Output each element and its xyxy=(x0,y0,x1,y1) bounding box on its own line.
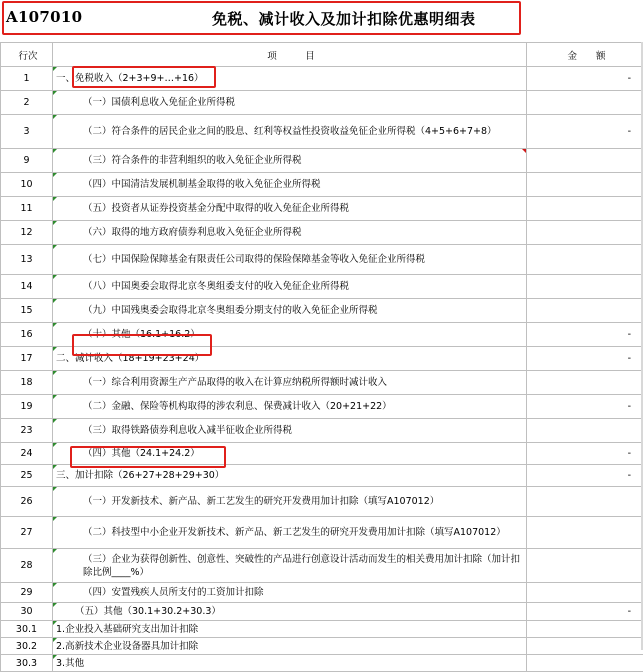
table-row xyxy=(1,275,643,299)
table-row xyxy=(1,621,643,638)
row-amount[interactable] xyxy=(527,275,643,299)
section-1-highlight-box xyxy=(72,66,216,88)
row-item[interactable]: 3.其他 xyxy=(53,655,527,672)
row-amount[interactable]: - xyxy=(527,443,643,465)
form-code: A107010 xyxy=(6,8,82,26)
row-amount[interactable] xyxy=(527,583,643,603)
row-number: 10 xyxy=(1,173,53,197)
column-header-item: 项 目 xyxy=(53,43,527,67)
row-amount[interactable] xyxy=(527,221,643,245)
row-item[interactable]: （六）取得的地方政府债券利息收入免征企业所得税 xyxy=(53,221,527,245)
table-row xyxy=(1,221,643,245)
row-amount[interactable] xyxy=(527,173,643,197)
row-number: 29 xyxy=(1,583,53,603)
row-amount[interactable] xyxy=(527,299,643,323)
row-item[interactable]: 1.企业投入基础研究支出加计扣除 xyxy=(53,621,527,638)
title-highlight-box xyxy=(2,1,521,35)
row-number: 12 xyxy=(1,221,53,245)
table-row xyxy=(1,91,643,115)
row-amount[interactable]: - xyxy=(527,323,643,347)
row-item[interactable]: （三）符合条件的非营利组织的收入免征企业所得税 xyxy=(53,149,527,173)
row-item[interactable]: 二、减计收入（18+19+23+24） xyxy=(53,347,527,371)
section-2-highlight-box xyxy=(72,334,212,356)
row-amount[interactable] xyxy=(527,245,643,275)
row-number: 27 xyxy=(1,517,53,549)
row-amount[interactable] xyxy=(527,149,643,173)
table-row xyxy=(1,245,643,275)
row-item[interactable]: （四）安置残疾人员所支付的工资加计扣除 xyxy=(53,583,527,603)
row-amount[interactable]: - xyxy=(527,347,643,371)
table-row xyxy=(1,603,643,621)
row-item[interactable] xyxy=(53,549,527,583)
row-amount[interactable] xyxy=(527,655,643,672)
row-item[interactable]: （四）中国清洁发展机制基金取得的收入免征企业所得税 xyxy=(53,173,527,197)
row-amount[interactable] xyxy=(527,487,643,517)
row-number: 30.3 xyxy=(1,655,53,672)
row-amount[interactable] xyxy=(527,517,643,549)
row-amount[interactable]: - xyxy=(527,115,643,149)
row-item[interactable]: （一）综合利用资源生产产品取得的收入在计算应纳税所得额时减计收入 xyxy=(53,371,527,395)
row-number: 30 xyxy=(1,603,53,621)
row-item-text: （二）符合条件的居民企业之间的股息、红利等权益性投资收益免征企业所得税（4+5+6+7+8） xyxy=(56,125,526,138)
table-row xyxy=(1,583,643,603)
row-number: 18 xyxy=(1,371,53,395)
row-number: 26 xyxy=(1,487,53,517)
row-item[interactable]: （八）中国奥委会取得北京冬奥组委支付的收入免征企业所得税 xyxy=(53,275,527,299)
column-header-amount: 金 额 xyxy=(527,43,643,67)
row-amount[interactable]: - xyxy=(527,603,643,621)
row-item[interactable]: （三）取得铁路债券利息收入减半征收企业所得税 xyxy=(53,419,527,443)
row-number: 9 xyxy=(1,149,53,173)
table-row xyxy=(1,549,643,583)
row-number: 30.1 xyxy=(1,621,53,638)
row-item[interactable]: （一）国债利息收入免征企业所得税 xyxy=(53,91,527,115)
section-3-highlight-box xyxy=(70,446,226,468)
column-header-row-no: 行次 xyxy=(1,43,53,67)
table-row xyxy=(1,655,643,672)
row-amount[interactable] xyxy=(527,621,643,638)
row-item-text: （三）企业为获得创新性、创意性、突破性的产品进行创意设计活动而发生的相关费用加计扣除（加计扣除比例____%） xyxy=(56,553,526,579)
table-row xyxy=(1,371,643,395)
row-amount[interactable]: - xyxy=(527,67,643,91)
row-number: 3 xyxy=(1,115,53,149)
row-number: 14 xyxy=(1,275,53,299)
row-item[interactable] xyxy=(53,517,527,549)
row-item[interactable]: （九）中国残奥委会取得北京冬奥组委分期支付的收入免征企业所得税 xyxy=(53,299,527,323)
row-item[interactable]: （二）金融、保险等机构取得的涉农利息、保费减计收入（20+21+22） xyxy=(53,395,527,419)
row-amount[interactable]: - xyxy=(527,465,643,487)
table-row xyxy=(1,197,643,221)
row-number: 15 xyxy=(1,299,53,323)
row-item-text: （二）科技型中小企业开发新技术、新产品、新工艺发生的研究开发费用加计扣除（填写A107012） xyxy=(56,526,526,539)
table-row xyxy=(1,173,643,197)
row-item[interactable]: （四）其他（24.1+24.2） xyxy=(53,443,527,465)
row-number: 28 xyxy=(1,549,53,583)
row-amount[interactable] xyxy=(527,197,643,221)
row-number: 24 xyxy=(1,443,53,465)
row-number: 19 xyxy=(1,395,53,419)
table-row xyxy=(1,487,643,517)
row-number: 1 xyxy=(1,67,53,91)
row-number: 16 xyxy=(1,323,53,347)
row-number: 23 xyxy=(1,419,53,443)
table-header-row xyxy=(1,43,643,67)
table-row xyxy=(1,115,643,149)
row-item[interactable]: 一、免税收入（2+3+9+…+16） xyxy=(53,67,527,91)
row-number: 30.2 xyxy=(1,638,53,655)
row-item[interactable]: （一）开发新技术、新产品、新工艺发生的研究开发费用加计扣除（填写A107012） xyxy=(53,487,527,517)
detail-table xyxy=(0,42,643,672)
row-item[interactable] xyxy=(53,115,527,149)
row-amount[interactable] xyxy=(527,91,643,115)
table-row xyxy=(1,395,643,419)
row-item[interactable]: （七）中国保险保障基金有限责任公司取得的保险保障基金等收入免征企业所得税 xyxy=(53,245,527,275)
table-row xyxy=(1,638,643,655)
row-number: 2 xyxy=(1,91,53,115)
row-number: 11 xyxy=(1,197,53,221)
row-amount[interactable]: - xyxy=(527,395,643,419)
table-row xyxy=(1,299,643,323)
row-item[interactable]: （五）投资者从证券投资基金分配中取得的收入免征企业所得税 xyxy=(53,197,527,221)
row-item[interactable]: 2.高新技术企业设备器具加计扣除 xyxy=(53,638,527,655)
table-row xyxy=(1,149,643,173)
row-amount[interactable] xyxy=(527,419,643,443)
table-row xyxy=(1,419,643,443)
table-row xyxy=(1,517,643,549)
row-number: 17 xyxy=(1,347,53,371)
row-item[interactable]: （五）其他（30.1+30.2+30.3） xyxy=(53,603,527,621)
row-item[interactable]: （十）其他（16.1+16.2） xyxy=(53,323,527,347)
row-number: 25 xyxy=(1,465,53,487)
row-amount[interactable] xyxy=(527,549,643,583)
form-title: 免税、减计收入及加计扣除优惠明细表 xyxy=(212,8,476,29)
row-number: 13 xyxy=(1,245,53,275)
row-item[interactable]: 三、加计扣除（26+27+28+29+30） xyxy=(53,465,527,487)
row-amount[interactable] xyxy=(527,371,643,395)
row-amount[interactable] xyxy=(527,638,643,655)
